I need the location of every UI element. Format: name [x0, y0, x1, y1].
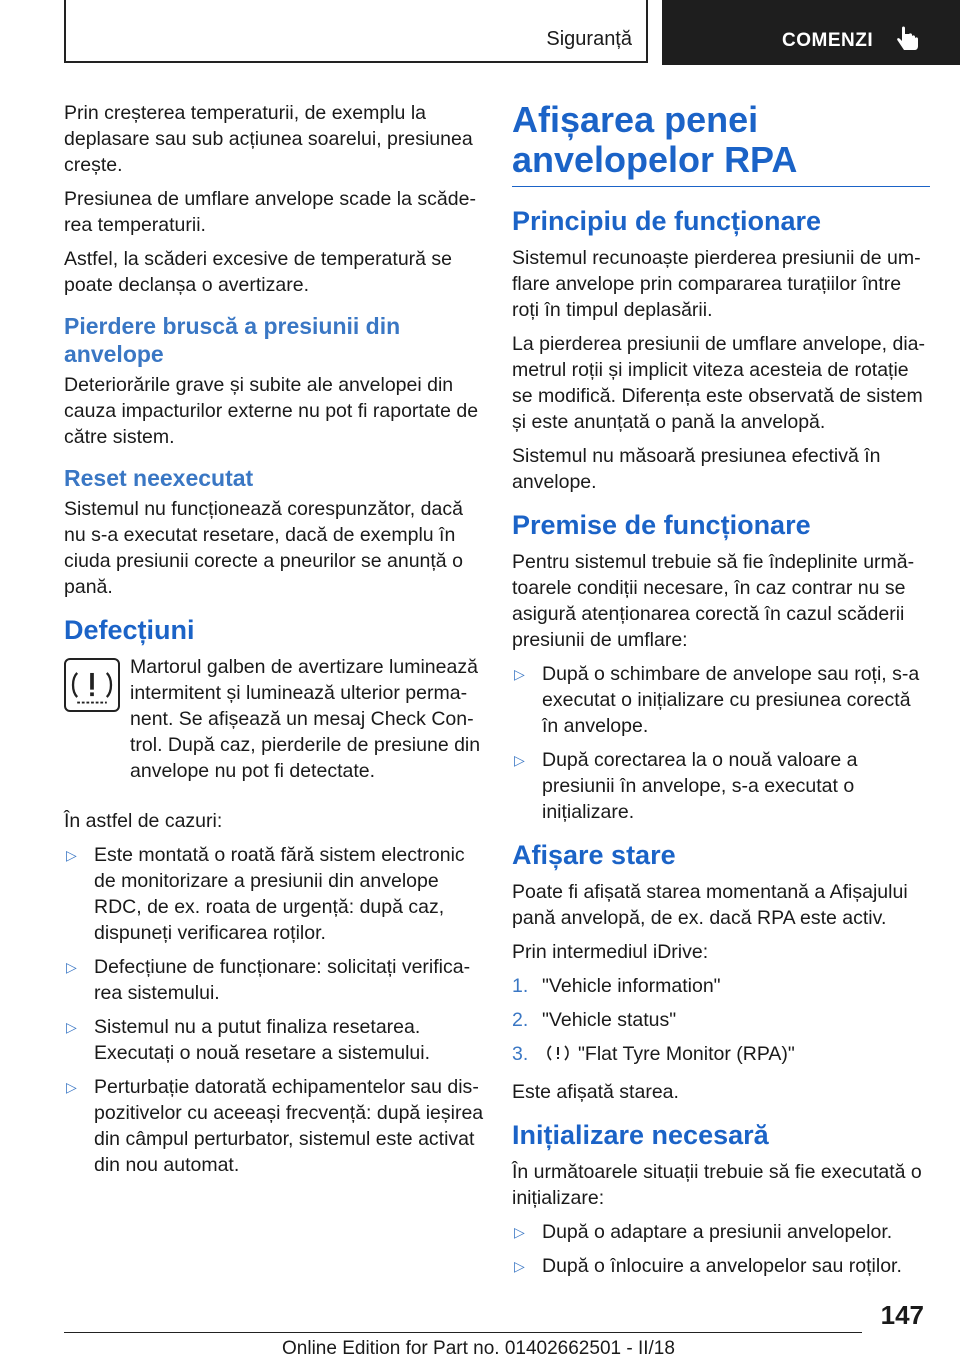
paragraph: La pierderea presiunii de umflare anvelope, diametrul roții și implicit viteza acesteia de rotație se modifică. Diferența este observată de sistem și este anunțată o pană la anvelopă.: [512, 333, 926, 433]
premises-list: [512, 661, 930, 825]
section-tab: [64, 0, 648, 63]
footer-edition: Online Edition for Part no. 01402662501 - II/18: [282, 1338, 675, 1359]
list-item: ▷ După o înlocuire a anvelopelor sau roților.: [514, 1255, 902, 1277]
paragraph: Deteriorările grave și subite ale anvelopei din cauza impacturilor externe nu pot fi raportate de către sistem.: [64, 374, 479, 448]
left-column: [64, 100, 484, 1190]
bullet-icon: ▷: [66, 1079, 77, 1095]
heading-init: Inițializare necesară: [512, 1120, 769, 1150]
list-item: ▷ Este montată o roată fără sistem electronic de monitorizare a presiunii din anvelope RDC, de ex. roata de urgență: după caz, dispuneți verificarea roților.: [66, 844, 465, 944]
heading-principle: Principiu de funcționare: [512, 206, 822, 236]
page-header: [0, 0, 960, 66]
paragraph: Sistemul recunoaște pierderea presiunii de umflare anvelope prin compararea turațiilor între roți în timpul deplasării.: [512, 247, 921, 321]
list-item: ▷ După o adaptare a presiunii anvelopelor.: [514, 1221, 893, 1243]
heading-sudden-loss: Pierdere bruscă a presiunii din anvelope: [64, 313, 401, 367]
bullet-icon: ▷: [66, 1019, 77, 1035]
right-column: [512, 100, 930, 1291]
list-item: ▷ Perturbație datorată echipamentelor sau dispozitivelor cu aceeași frecvență: după ieșirea din câmpul perturbator, sistemul este activat din nou automat.: [66, 1076, 484, 1176]
list-item: 2. "Vehicle status": [512, 1009, 677, 1031]
bullet-icon: ▷: [66, 959, 77, 975]
page-title: Afișarea penei anvelopelor RPA: [512, 100, 930, 187]
paragraph: Prin creșterea temperaturii, de exemplu la deplasare sau sub acțiunea soarelui, presiunea crește.: [64, 102, 473, 176]
chapter-tab: [662, 0, 960, 65]
section-title: Siguranță: [546, 28, 632, 50]
init-list: [512, 1219, 930, 1279]
paragraph: Sistemul nu măsoară presiunea efectivă în anvelope.: [512, 445, 881, 493]
tyre-pressure-warning-icon: [64, 658, 120, 712]
footer-divider: [64, 1332, 862, 1333]
paragraph: Astfel, la scăderi excesive de temperatură se poate declanșa o avertizare.: [64, 248, 453, 296]
paragraph: Sistemul nu funcționează corespunzător, dacă nu s-a executat resetare, dacă de exemplu în ciuda presiunii corecte a pneurilor se anunță o pană.: [64, 498, 463, 598]
bullet-icon: ▷: [66, 847, 77, 863]
paragraph: În astfel de cazuri:: [64, 810, 223, 832]
paragraph: Pentru sistemul trebuie să fie îndeplinite următoarele condiții necesare, în caz contrar nu se asigură atenționarea corectă în cazul scăderii presiunii de umflare:: [512, 551, 915, 651]
heading-reset: Reset neexecutat: [64, 465, 254, 491]
paragraph: În următoarele situații trebuie să fie executată o inițializare:: [512, 1161, 922, 1209]
paragraph: Prin intermediul iDrive:: [512, 941, 709, 963]
paragraph: Este afișată starea.: [512, 1081, 679, 1103]
bullet-icon: ▷: [514, 1258, 525, 1274]
heading-premise: Premise de funcționare: [512, 510, 811, 540]
list-item: ▷ Defecțiune de funcționare: solicitați verificarea sistemului.: [66, 956, 471, 1004]
paragraph: Martorul galben de avertizare luminează intermitent și luminează ulterior permanent. Se afișează un mesaj Check Control. După caz, pierderile de presiune din anvelope nu pot fi detectate.: [130, 656, 481, 782]
list-item: 1. "Vehicle information": [512, 975, 721, 997]
page-number: 147: [880, 1300, 924, 1330]
tyre-warning-icon: [546, 1044, 570, 1062]
list-item: 3. "Flat Tyre Monitor (RPA)": [512, 1043, 795, 1065]
warning-block: [64, 654, 484, 804]
heading-faults: Defecțiuni: [64, 615, 195, 645]
pointing-hand-icon: [896, 26, 920, 54]
list-item: ▷ După o schimbare de anvelope sau roți, s-a executat o inițializare cu presiunea corectă în anvelope.: [514, 663, 920, 737]
paragraph: Poate fi afișată starea momentană a Afișajului pană anvelopă, de ex. dacă RPA este activ.: [512, 881, 908, 929]
steps-list: [512, 973, 930, 1067]
chapter-title: COMENZI: [782, 30, 874, 51]
cases-list: [64, 842, 484, 1178]
paragraph: Presiunea de umflare anvelope scade la scăderea temperaturii.: [64, 188, 476, 236]
bullet-icon: ▷: [514, 1224, 525, 1240]
list-item: ▷ După corectarea la o nouă valoare a presiunii în anvelope, s-a executat o inițializare.: [514, 749, 858, 823]
heading-status: Afișare stare: [512, 840, 676, 870]
bullet-icon: ▷: [514, 752, 525, 768]
bullet-icon: ▷: [514, 666, 525, 682]
list-item: ▷ Sistemul nu a putut finaliza resetarea. Executați o nouă resetare a sistemului.: [66, 1016, 431, 1064]
